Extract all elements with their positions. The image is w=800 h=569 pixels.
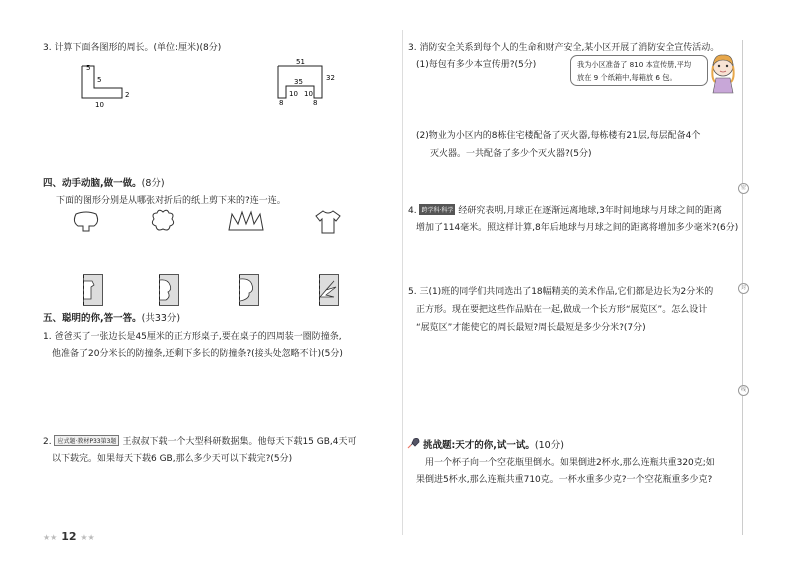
challenge-header: 挑战题:天才的你,试一试。(10分): [423, 440, 564, 451]
s5-q2-line1: 2. 应式题·教材P33第3题 王叔叔下载一个大型科研数据集。他每天下载15 GB,4天可: [43, 437, 357, 447]
s5-q1-line2: 他准备了20分米长的防撞条,还剩下多长的防撞条?(接头处忽略不计)(5分): [52, 349, 343, 359]
right-q5-line2: 正方形。现在要把这些作品贴在一起,做成一个长方形“展览区”。怎么设计: [416, 305, 708, 315]
cut-shape-grass: [226, 210, 266, 234]
textbook-badge: 应式题·教材P33第3题: [54, 435, 119, 446]
section-5-header: 五、聪明的你,答一答。(共33分): [43, 313, 181, 324]
fig2-label-top: 51: [296, 58, 305, 66]
girl-illustration: [708, 52, 738, 94]
right-q3-sub2-line1: (2)物业为小区内的8栋住宅楼配备了灭火器,每栋楼有21层,每层配备4个: [416, 131, 701, 141]
figure-l-shape: [70, 58, 160, 108]
cut-shape-shirt: [314, 208, 342, 236]
page-number: ★★ 12 ★★: [43, 530, 95, 543]
rocket-icon: [407, 437, 421, 449]
right-q3-sub2-line2: 灭火器。一共配备了多少个灭火器?(5分): [430, 149, 592, 159]
s5-q1-line1: 1. 爸爸买了一张边长是45厘米的正方形桌子,要在桌子的四周装一圈防撞条,: [43, 332, 342, 342]
fig1-label-a: 5: [86, 64, 91, 72]
right-q4-line2: 增加了114毫米。照这样计算,8年后地球与月球之间的距离将增加多少毫米?(6分): [416, 223, 739, 233]
folded-paper-2: [159, 274, 179, 306]
section-4-instruction: 下面的图形分别是从哪张对折后的纸上剪下来的?连一连。: [56, 196, 286, 206]
s5-q2-line2: 以下载完。如果每天下载6 GB,那么多少天可以下载完?(5分): [52, 454, 293, 464]
fig1-label-b: 5: [97, 76, 102, 84]
figure-gate-shape: [270, 58, 350, 108]
left-q3-title: 3. 计算下面各图形的周长。(单位:厘米)(8分): [43, 43, 222, 53]
right-q3-title: 3. 消防安全关系到每个人的生命和财产安全,某小区开展了消防安全宣传活动。: [408, 43, 720, 53]
fig2-label-right: 32: [326, 74, 335, 82]
folded-paper-4: [319, 274, 339, 306]
binding-mark-2: 封: [738, 283, 749, 294]
cross-subject-badge: 跨学科·科学: [419, 204, 455, 215]
right-q5-line3: “展览区”才能使它的周长最短?周长最短是多少分米?(7分): [416, 323, 646, 333]
fig2-label-m2: 10: [304, 90, 313, 98]
speech-bubble: 我为小区准备了 810 本宣传册,平均 放在 9 个纸箱中,每箱放 6 包。: [570, 55, 708, 86]
right-q4-line1: 4. 跨学科·科学 经研究表明,月球正在逐渐远离地球,3年时间地球与月球之间的距离: [408, 206, 722, 216]
binding-mark-3: 线: [738, 385, 749, 396]
challenge-line2: 果倒进5杯水,那么连瓶共重710克。一杯水重多少克?一个空花瓶重多少克?: [416, 475, 713, 485]
fig1-label-d: 2: [125, 91, 130, 99]
right-q3-sub1: (1)每包有多少本宣传册?(5分): [416, 60, 537, 70]
cut-shape-flower: [150, 208, 176, 234]
fig2-label-b2: 8: [313, 99, 318, 107]
page-divider: [402, 30, 403, 535]
challenge-line1: 用一个杯子向一个空花瓶里倒水。如果倒进2杯水,那么连瓶共重320克;如: [425, 458, 715, 468]
fig2-label-b1: 8: [279, 99, 284, 107]
folded-paper-1: [83, 274, 103, 306]
folded-paper-3: [239, 274, 259, 306]
right-q5-line1: 5. 三(1)班的同学们共同选出了18幅精美的美术作品,它们都是边长为2分米的: [408, 287, 714, 297]
cut-shape-bubble: [72, 210, 102, 234]
fig1-label-c: 10: [95, 101, 104, 108]
fig2-label-inner: 35: [294, 78, 303, 86]
fig2-label-m1: 10: [289, 90, 298, 98]
binding-mark-1: 密: [738, 183, 749, 194]
section-4-header: 四、动手动脑,做一做。(8分): [43, 178, 165, 189]
